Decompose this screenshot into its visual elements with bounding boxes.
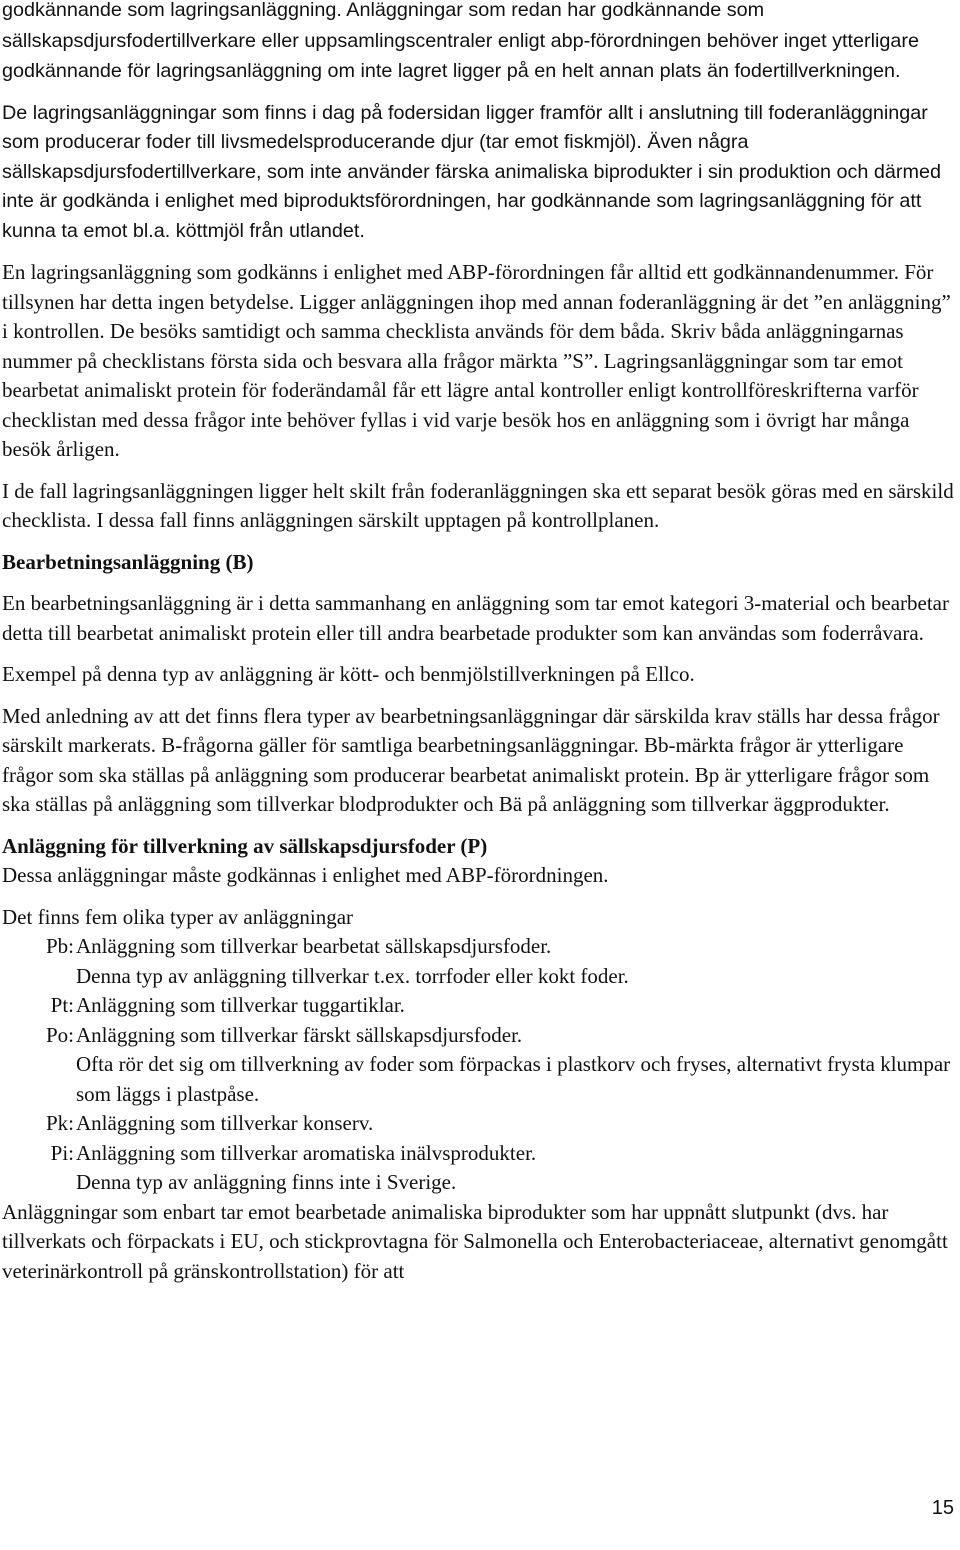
plant-type-list — [2, 932, 954, 1198]
paragraph-processing-example: Exempel på denna typ av anläggning är kött- och benmjölstillverkningen på Ellco. — [2, 662, 695, 686]
paragraph-storage-approval — [2, 0, 954, 87]
type-code: Pk: — [45, 1111, 74, 1135]
list-item — [2, 932, 954, 991]
type-code: Po: — [45, 1022, 74, 1047]
type-note: Denna typ av anläggning finns inte i Sverige. — [76, 1170, 457, 1194]
page-number: 15 — [931, 1497, 954, 1519]
paragraph-fragment: godkännande som lagringsanläggning. — [2, 0, 342, 21]
type-description: Anläggning som tillverkar färskt sällskapsdjursfoder. — [76, 1022, 523, 1047]
paragraph-separate-visit: I de fall lagringsanläggningen ligger helt skilt från foderanläggningen ska ett separat besök göras med en särskild checklista. I dessa fall finns anläggningen särskilt upptagen på kontrollplanen. — [2, 478, 954, 532]
paragraph-petfood-approval: Dessa anläggningar måste godkännas i enlighet med ABP-förordningen. — [2, 863, 609, 887]
type-description: Anläggning som tillverkar konserv. — [76, 1111, 374, 1135]
type-code: Pi: — [50, 1140, 74, 1165]
paragraph-endpoint-byproducts: Anläggningar som enbart tar emot bearbetade animaliska biprodukter som har uppnått slutpunkt (dvs. har tillverkats och förpackats i EU, och stickprovtagna för Salmonella och Enterobacteriaceae, alternativt genomgått veterinärkontroll på gränskontrollstation) för att — [2, 1199, 948, 1283]
type-note: Denna typ av anläggning tillverkar t.ex. torrfoder eller kokt foder. — [76, 963, 629, 988]
paragraph-storage-facilities: De lagringsanläggningar som finns i dag på fodersidan ligger framför allt i anslutning till foderanläggningar som producerar foder till livsmedelsproducerande djur (tar emot fiskmjöl). Även några sällskapsdjursfodertillverkare, som inte använder färska animaliska biprodukter i sin produktion och därmed inte är godkända i enlighet med biproduktsförordningen, har godkännande som lagringsanläggning för att kunna ta emot bl.a. köttmjöl från utlandet. — [2, 101, 941, 242]
type-description: Anläggning som tillverkar aromatiska inälvsprodukter. — [76, 1140, 537, 1165]
type-note: Ofta rör det sig om tillverkning av foder som förpackas i plastkorv och fryses, alternativt frysta klumpar som läggs i plastpåse. — [76, 1052, 951, 1106]
list-item — [2, 1021, 954, 1110]
type-description: Anläggning som tillverkar tuggartiklar. — [76, 993, 405, 1017]
document-page — [2, 0, 954, 1286]
heading-petfood-plant: Anläggning för tillverkning av sällskapsdjursfoder (P) — [2, 833, 488, 858]
paragraph-fragment: Anläggningar som redan har godkännande som sällskapsdjursfodertillverkare eller uppsamlingscentraler enligt abp-förordningen behöver inget ytterligare godkännande för lagringsanläggning om inte lagret ligger på en helt annan plats än fodertillverkningen. — [2, 0, 920, 82]
list-item — [2, 1109, 954, 1139]
paragraph-five-types: Det finns fem olika typer av anläggningar — [2, 904, 354, 929]
paragraph-processing-definition: En bearbetningsanläggning är i detta sammanhang en anläggning som tar emot kategori 3-material och bearbetar detta till bearbetat animaliskt protein eller till andra bearbetade produkter som kan användas som foderråvara. — [2, 591, 949, 645]
type-description: Anläggning som tillverkar bearbetat sällskapsdjursfoder. — [76, 934, 552, 958]
type-code: Pb: — [45, 934, 74, 958]
paragraph-approval-number: En lagringsanläggning som godkänns i enlighet med ABP-förordningen får alltid ett godkännandenummer. För tillsynen har detta ingen betydelse. Ligger anläggningen ihop med annan foderanläggning är det ”en anläggning” i kontrollen. De besöks samtidigt och samma checklista används för dem båda. Skriv båda anläggningarnas nummer på checklistans första sida och besvara alla frågor märkta ”S”. Lagringsanläggningar som tar emot bearbetat animaliskt protein för foderändamål får ett lägre antal kontroller enligt kontrollföreskrifterna varför checklistan med dessa frågor inte behöver fyllas i vid varje besök hos en anläggning som i övrigt har många besök årligen. — [2, 260, 951, 461]
list-item — [2, 991, 954, 1021]
heading-processing-plant: Bearbetningsanläggning (B) — [2, 549, 254, 574]
list-item — [2, 1139, 954, 1198]
type-code: Pt: — [50, 993, 74, 1017]
paragraph-question-types: Med anledning av att det finns flera typer av bearbetningsanläggningar där särskilda krav ställs har dessa frågor särskilt markerats. B-frågorna gäller för samtliga bearbetningsanläggningar. Bb-märkta frågor är ytterligare frågor som ska ställas på anläggning som producerar bearbetat animaliskt protein. Bp är ytterligare frågor som ska ställas på anläggning som tillverkar blodprodukter och Bä på anläggning som tillverkar äggprodukter. — [2, 703, 940, 816]
